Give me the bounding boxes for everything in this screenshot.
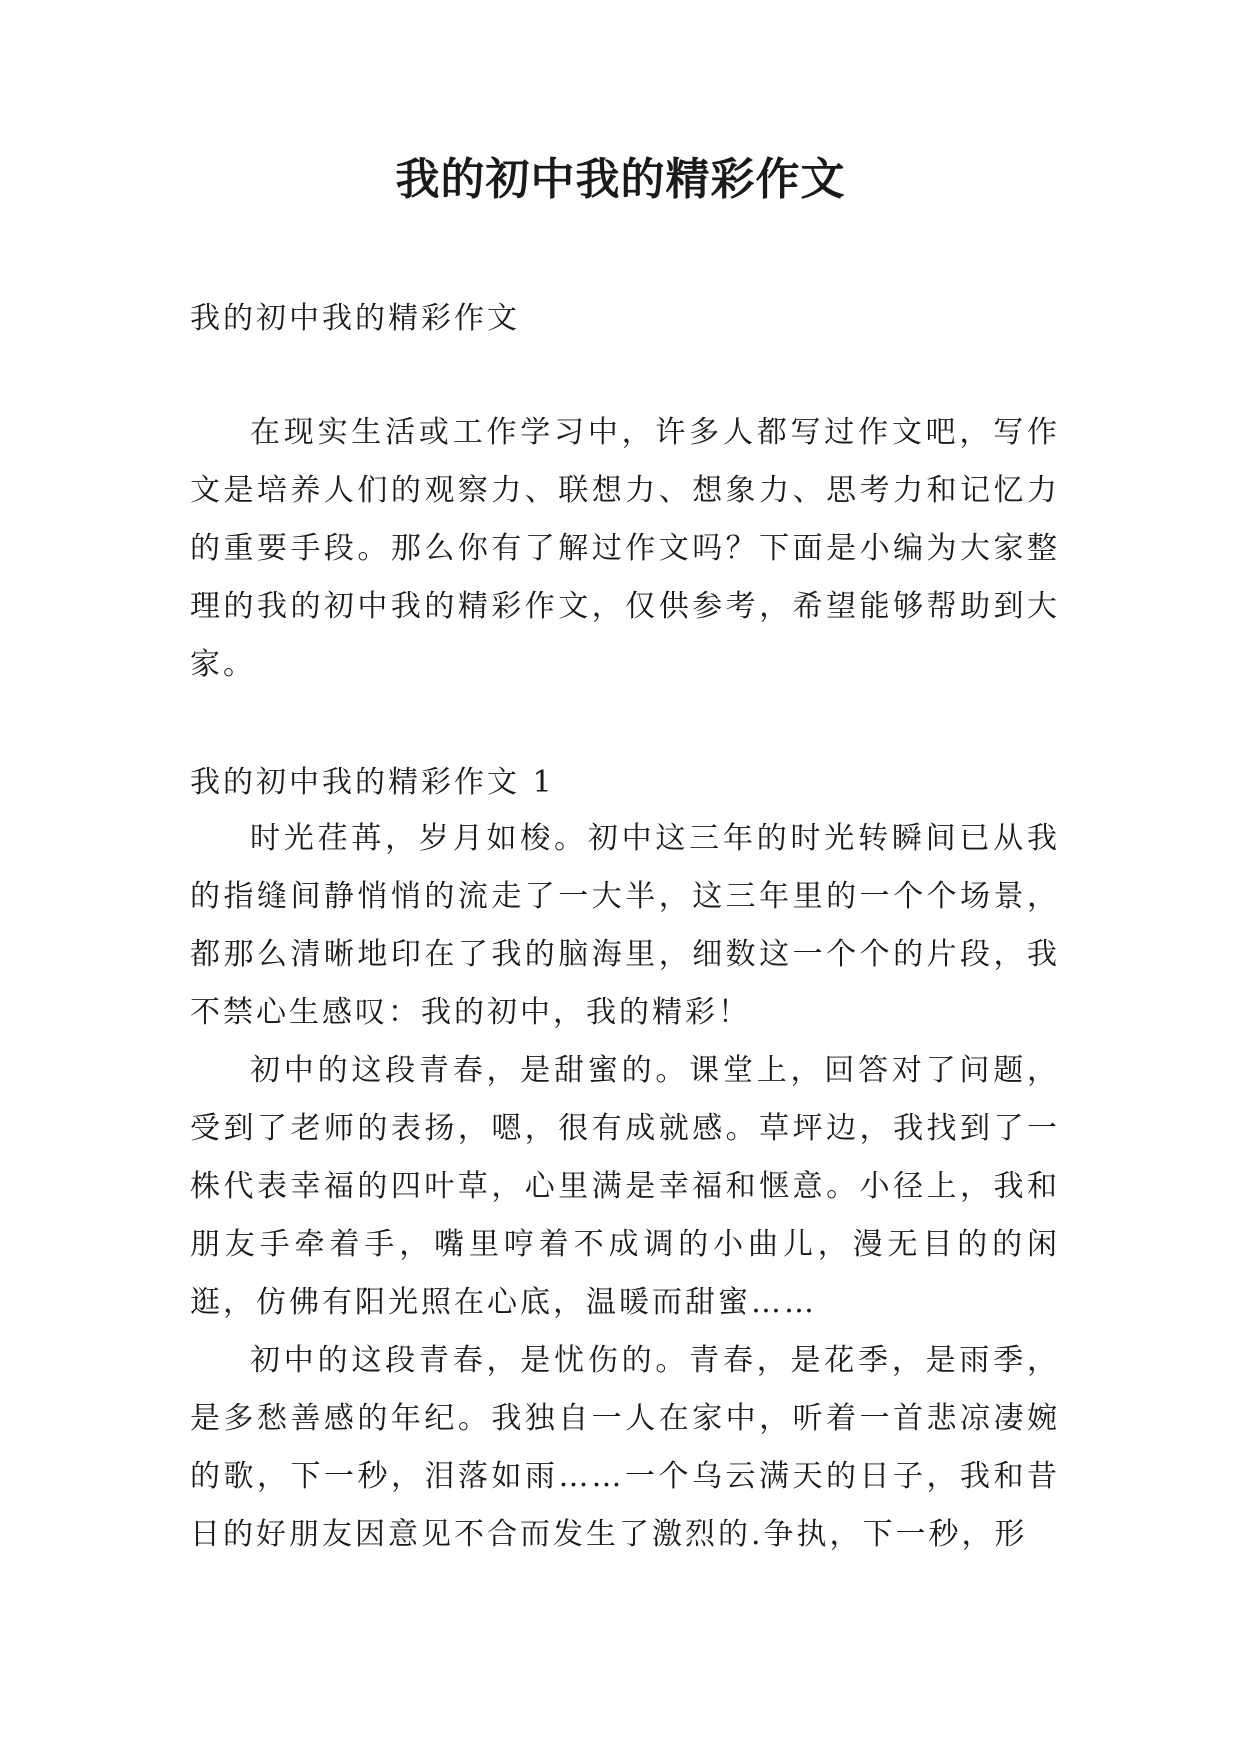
- subtitle-text: 我的初中我的精彩作文: [190, 301, 520, 336]
- section-heading-text: 我的初中我的精彩作文 1: [190, 765, 555, 800]
- essay-paragraph-3: 初中的这段青春，是忧伤的。青春，是花季，是雨季，是多愁善感的年纪。我独自一人在家中，听着一首悲凉凄婉的歌，下一秒，泪落如雨……一个乌云满天的日子，我和昔日的好朋友因意见不合而发生了激烈的.争执，下一秒，形: [190, 1343, 1060, 1552]
- section-heading: [190, 754, 1060, 812]
- intro-paragraph: 在现实生活或工作学习中，许多人都写过作文吧，写作文是培养人们的观察力、联想力、想象力、思考力和记忆力的重要手段。那么你有了解过作文吗？下面是小编为大家整理的我的初中我的精彩作文，仅供参考，希望能够帮助到大家。: [190, 415, 1060, 682]
- document-title: 我的初中我的精彩作文: [395, 154, 846, 205]
- essay-paragraph-1: 时光荏苒，岁月如梭。初中这三年的时光转瞬间已从我的指缝间静悄悄的流走了一大半，这三年里的一个个场景，都那么清晰地印在了我的脑海里，细数这一个个的片段，我不禁心生感叹：我的初中，我的精彩！: [190, 821, 1060, 1030]
- intro-section: [190, 404, 1060, 694]
- essay-paragraph-2: 初中的这段青春，是甜蜜的。课堂上，回答对了问题，受到了老师的表扬，嗯，很有成就感。草坪边，我找到了一株代表幸福的四叶草，心里满是幸福和惬意。小径上，我和朋友手牵着手，嘴里哼着不成调的小曲儿，漫无目的的闲逛，仿佛有阳光照在心底，温暖而甜蜜……: [190, 1053, 1060, 1320]
- document-subtitle: [190, 290, 1060, 348]
- essay-body: [190, 810, 1060, 1564]
